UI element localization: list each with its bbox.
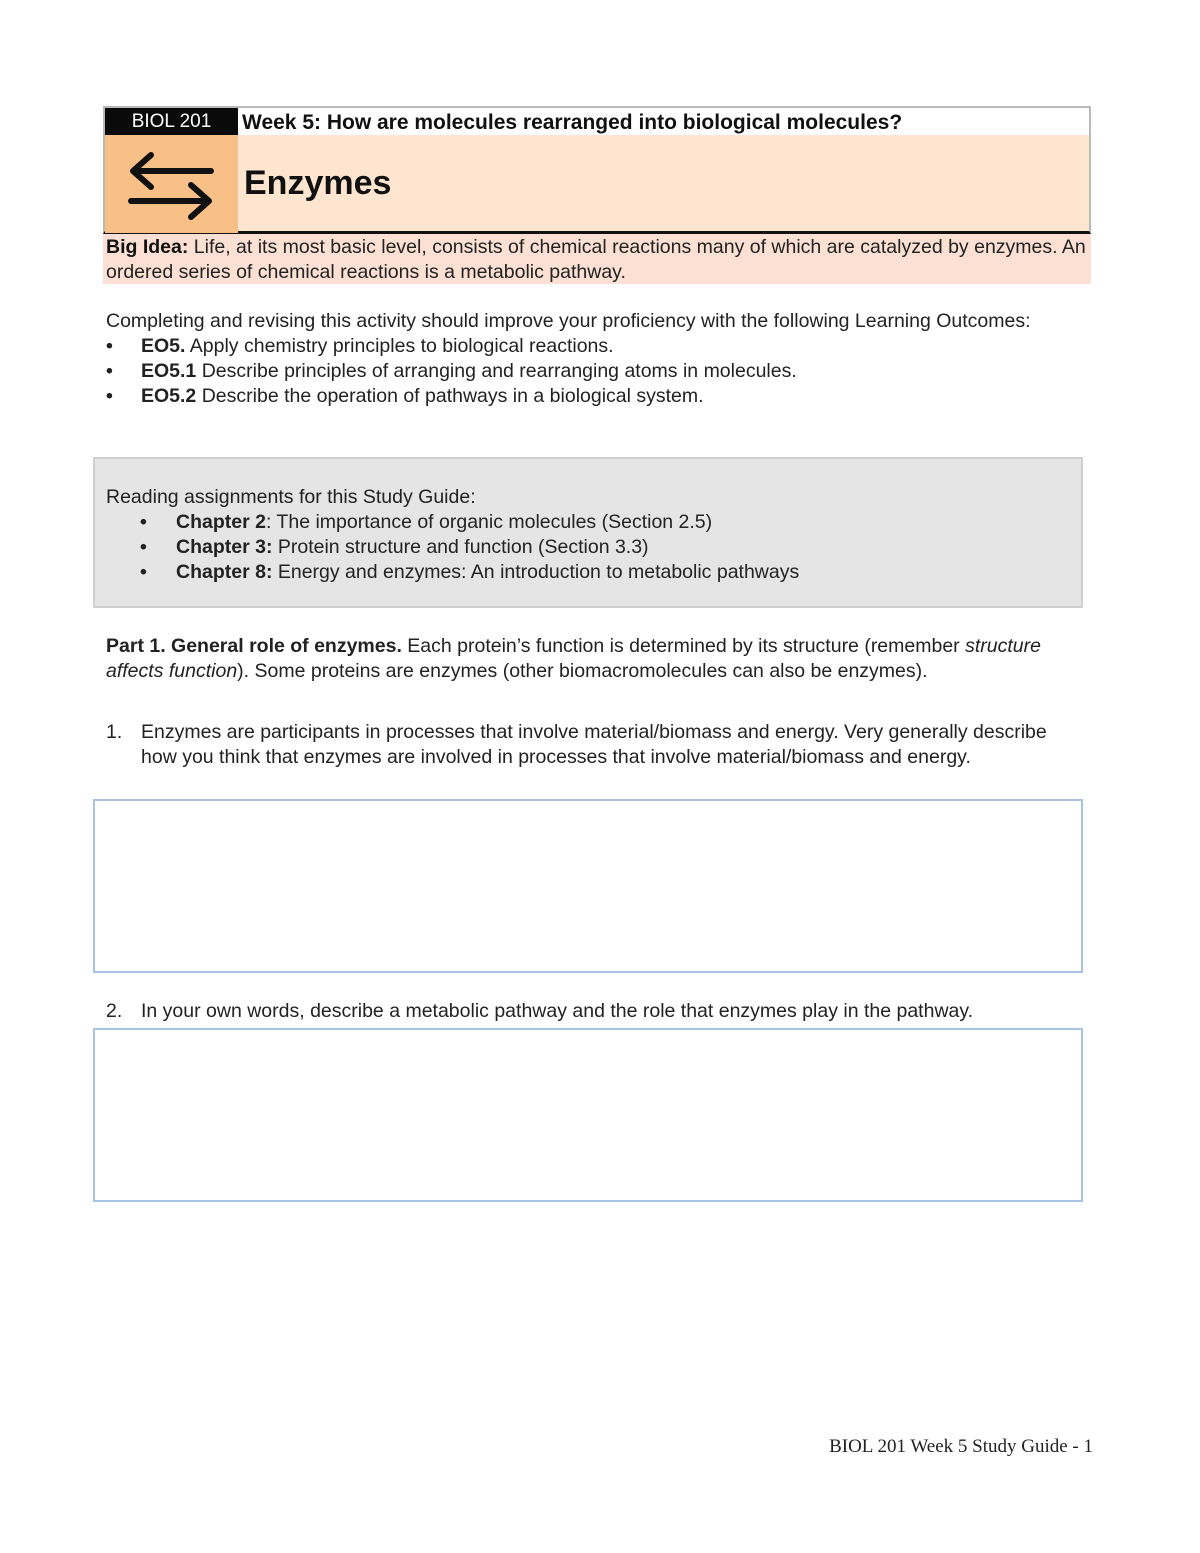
page-footer: BIOL 201 Week 5 Study Guide - 1 bbox=[829, 1436, 1093, 1457]
outcome-item bbox=[106, 359, 1066, 384]
bullet-icon: • bbox=[106, 385, 113, 407]
reading-list bbox=[140, 510, 799, 585]
outcome-text: Describe the operation of pathways in a biological system. bbox=[196, 385, 704, 407]
bullet-icon: • bbox=[140, 511, 147, 533]
answer-box-1[interactable] bbox=[93, 799, 1083, 973]
reading-text: Energy and enzymes: An introduction to metabolic pathways bbox=[272, 561, 800, 583]
outcome-item bbox=[106, 334, 1066, 359]
reading-item bbox=[140, 510, 799, 535]
reading-intro: Reading assignments for this Study Guide: bbox=[106, 486, 476, 508]
topic-title: Enzymes bbox=[244, 164, 392, 202]
question-text: Enzymes are participants in processes that involve material/biomass and energy. Very generally describe how you think that enzymes are involved in processes that involve material/biomass and energy. bbox=[141, 721, 1047, 768]
question-2 bbox=[106, 999, 1081, 1024]
reading-item bbox=[140, 560, 799, 585]
outcome-item bbox=[106, 384, 1066, 409]
course-label: BIOL 201 bbox=[105, 108, 238, 135]
bullet-icon: • bbox=[106, 360, 113, 382]
big-idea-label: Big Idea: bbox=[106, 236, 189, 258]
answer-box-2[interactable] bbox=[93, 1028, 1083, 1202]
part1-heading: Part 1. General role of enzymes. bbox=[106, 635, 402, 657]
question-number: 2. bbox=[106, 1000, 123, 1022]
part1-text-after: ). Some proteins are enzymes (other biomacromolecules can also be enzymes). bbox=[237, 660, 928, 682]
question-text: In your own words, describe a metabolic pathway and the role that enzymes play in the pathway. bbox=[141, 1000, 974, 1022]
outcome-code: EO5.2 bbox=[141, 385, 197, 407]
part1-intro bbox=[106, 634, 1066, 684]
part1-text-before: Each protein’s function is determined by its structure (remember bbox=[401, 635, 966, 657]
big-idea bbox=[103, 234, 1091, 284]
outcomes-list bbox=[106, 334, 1066, 409]
bullet-icon: • bbox=[106, 335, 113, 357]
bullet-icon: • bbox=[140, 561, 147, 583]
outcome-code: EO5. bbox=[141, 335, 186, 357]
reading-assignments-box bbox=[93, 457, 1083, 608]
exchange-arrows-icon bbox=[123, 149, 219, 221]
reading-chapter: Chapter 3: bbox=[176, 536, 273, 558]
outcome-code: EO5.1 bbox=[141, 360, 197, 382]
part1-italic: structure affects function bbox=[106, 635, 1041, 682]
outcome-text: Describe principles of arranging and rearranging atoms in molecules. bbox=[196, 360, 797, 382]
reading-chapter: Chapter 8: bbox=[176, 561, 273, 583]
bullet-icon: • bbox=[140, 536, 147, 558]
big-idea-text: Life, at its most basic level, consists of chemical reactions many of which are catalyzed by enzymes. An ordered series of chemical reactions is a metabolic pathway. bbox=[106, 236, 1086, 283]
outcomes-intro: Completing and revising this activity should improve your proficiency with the following Learning Outcomes: bbox=[106, 310, 1031, 332]
topic-icon-cell bbox=[105, 135, 238, 233]
question-1 bbox=[106, 720, 1081, 770]
outcome-text: Apply chemistry principles to biological reactions. bbox=[185, 335, 614, 357]
reading-text: : The importance of organic molecules (Section 2.5) bbox=[265, 511, 713, 533]
learning-outcomes bbox=[106, 309, 1066, 409]
reading-chapter: Chapter 2 bbox=[176, 511, 266, 533]
topic-cell bbox=[238, 135, 1089, 231]
header-table bbox=[103, 106, 1091, 234]
reading-item bbox=[140, 535, 799, 560]
reading-text: Protein structure and function (Section 3.3) bbox=[272, 536, 649, 558]
week-title: Week 5: How are molecules rearranged into biological molecules? bbox=[242, 111, 903, 134]
question-number: 1. bbox=[106, 721, 123, 743]
